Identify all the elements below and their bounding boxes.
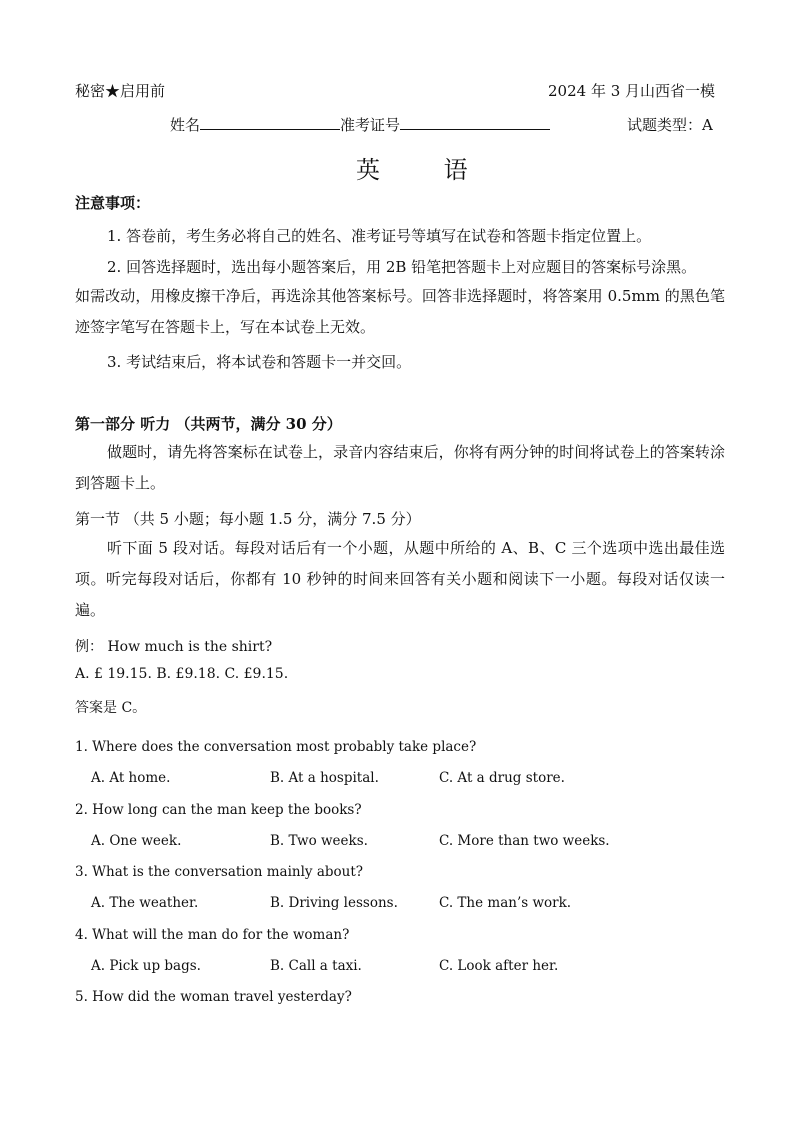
question-2-option-c: C. More than two weeks. (439, 833, 610, 849)
name-label: 姓名 (170, 116, 201, 134)
name-field (170, 114, 550, 135)
note-item-1: 1. 答卷前，考生务必将自己的姓名、准考证号等填写在试卷和答题卡指定位置上。 (107, 227, 652, 245)
question-3-option-c: C. The man’s work. (439, 895, 572, 911)
question-3-option-b: B. Driving lessons. (270, 895, 398, 911)
question-2-option-b: B. Two weeks. (270, 833, 368, 849)
section1-intro: 听下面 5 段对话。每段对话后有一个小题，从题中所给的 A、B、C 三个选项中选出最佳选项。听完每段对话后，你都有 10 秒钟的时间来回答有关小题和阅读下一小题。每段对话仅读一遍。 (75, 539, 725, 619)
example-question: 例： How much is the shirt? (75, 639, 273, 655)
question-4-option-a: A. Pick up bags. (91, 958, 201, 974)
note-item-2-continued: 如需改动，用橡皮擦干净后，再选涂其他答案标号。回答非选择题时，将答案用 0.5mm 的黑色笔迹签字笔写在答题卡上，写在本试卷上无效。 (75, 287, 725, 336)
example-options: A. £ 19.15. B. £9.18. C. £9.15. (75, 666, 289, 682)
question-2-option-a: A. One week. (91, 833, 182, 849)
question-1-option-a: A. At home. (91, 770, 171, 786)
notes-heading: 注意事项： (75, 194, 151, 212)
id-underline (400, 115, 550, 130)
question-4-option-b: B. Call a taxi. (270, 958, 362, 974)
question-4: 4. What will the man do for the woman? (75, 927, 350, 943)
name-underline (200, 115, 340, 130)
exam-title: 2024 年 3 月山西省一模 (548, 82, 716, 100)
question-5: 5. How did the woman travel yesterday? (75, 989, 352, 1005)
id-label: 准考证号 (340, 116, 401, 134)
question-3-option-a: A. The weather. (91, 895, 199, 911)
question-1-option-c: C. At a drug store. (439, 770, 565, 786)
example-answer: 答案是 C。 (75, 700, 147, 716)
question-4-option-c: C. Look after her. (439, 958, 559, 974)
note-item-3: 3. 考试结束后，将本试卷和答题卡一并交回。 (107, 353, 412, 371)
confidential-label: 秘密★启用前 (75, 82, 166, 100)
question-2: 2. How long can the man keep the books? (75, 802, 362, 818)
part1-heading: 第一部分 听力 （共两节，满分 30 分） (75, 415, 342, 433)
question-1: 1. Where does the conversation most probably take place? (75, 739, 477, 755)
question-3: 3. What is the conversation mainly about? (75, 864, 364, 880)
note-item-2: 2. 回答选择题时，选出每小题答案后，用 2B 铅笔把答题卡上对应题目的答案标号涂黑。 (107, 258, 697, 276)
section1-heading: 第一节 （共 5 小题；每小题 1.5 分，满分 7.5 分） (75, 510, 421, 528)
part1-intro: 做题时，请先将答案标在试卷上，录音内容结束后，你将有两分钟的时间将试卷上的答案转涂到答题卡上。 (75, 443, 725, 492)
page-title: 英 语 (356, 156, 496, 184)
question-1-option-b: B. At a hospital. (270, 770, 379, 786)
paper-type: 试题类型：A (627, 116, 713, 134)
